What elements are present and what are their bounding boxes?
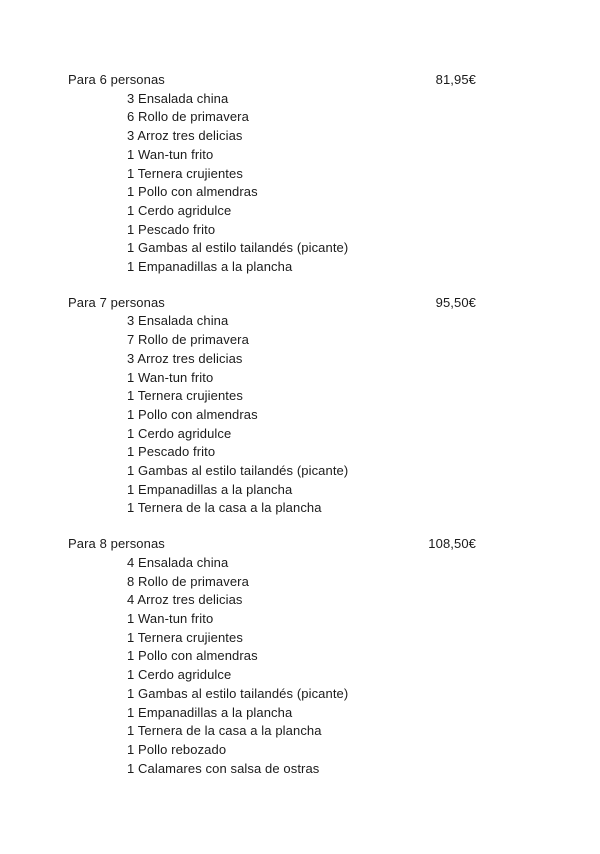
- menu-item: 1 Ternera de la casa a la plancha: [127, 500, 322, 516]
- menu-section-6-personas: [68, 71, 476, 277]
- menu-section-header: [68, 71, 476, 90]
- menu-item: 3 Ensalada china: [127, 313, 229, 329]
- menu-section-price: 95,50€: [435, 294, 476, 310]
- menu-item: 1 Ternera crujientes: [127, 165, 243, 181]
- menu-item: 8 Rollo de primavera: [127, 573, 249, 589]
- menu-item: 6 Rollo de primavera: [127, 109, 249, 125]
- menu-item: 1 Empanadillas a la plancha: [127, 481, 293, 497]
- menu-item: 1 Gambas al estilo tailandés (picante): [127, 463, 349, 479]
- menu-item: 1 Cerdo agridulce: [127, 425, 232, 441]
- menu-items-list: [68, 312, 476, 518]
- menu-section-title: Para 8 personas: [68, 536, 165, 552]
- menu-item: 4 Ensalada china: [127, 554, 229, 570]
- menu-item: 4 Arroz tres delicias: [127, 592, 243, 608]
- menu-item: 1 Gambas al estilo tailandés (picante): [127, 685, 349, 701]
- menu-section-7-personas: [68, 294, 476, 518]
- menu-item: 1 Ternera de la casa a la plancha: [127, 723, 322, 739]
- menu-item: 1 Empanadillas a la plancha: [127, 704, 293, 720]
- menu-section-price: 108,50€: [428, 536, 476, 552]
- menu-item: 7 Rollo de primavera: [127, 332, 249, 348]
- menu-section-title: Para 6 personas: [68, 72, 165, 87]
- menu-item: 1 Wan-tun frito: [127, 610, 214, 626]
- menu-item: 3 Arroz tres delicias: [127, 128, 243, 144]
- menu-item: 1 Pollo con almendras: [127, 406, 258, 422]
- menu-item: 1 Ternera crujientes: [127, 388, 243, 404]
- menu-item: 1 Cerdo agridulce: [127, 202, 232, 218]
- menu-item: 1 Wan-tun frito: [127, 369, 214, 385]
- menu-item: 1 Ternera crujientes: [127, 629, 243, 645]
- menu-item: 1 Empanadillas a la plancha: [127, 259, 293, 275]
- menu-item: 1 Pescado frito: [127, 444, 216, 460]
- menu-item: 1 Wan-tun frito: [127, 146, 214, 162]
- menu-section-header: [68, 294, 476, 313]
- menu-item: 1 Cerdo agridulce: [127, 667, 232, 683]
- menu-section-8-personas: [68, 535, 476, 778]
- menu-item: 1 Pescado frito: [127, 221, 216, 237]
- menu-items-list: [68, 554, 476, 778]
- menu-section-price: 81,95€: [435, 72, 476, 87]
- menu-item: 1 Gambas al estilo tailandés (picante): [127, 240, 349, 256]
- menu-section-header: [68, 535, 476, 554]
- menu-item: 1 Pollo con almendras: [127, 648, 258, 664]
- menu-item: 1 Pollo con almendras: [127, 184, 258, 200]
- menu-item: 1 Pollo rebozado: [127, 741, 227, 757]
- menu-item: 1 Calamares con salsa de ostras: [127, 760, 320, 776]
- menu-section-title: Para 7 personas: [68, 294, 165, 310]
- menu-item: 3 Ensalada china: [127, 90, 229, 106]
- menu-items-list: [68, 90, 476, 277]
- menu-item: 3 Arroz tres delicias: [127, 350, 243, 366]
